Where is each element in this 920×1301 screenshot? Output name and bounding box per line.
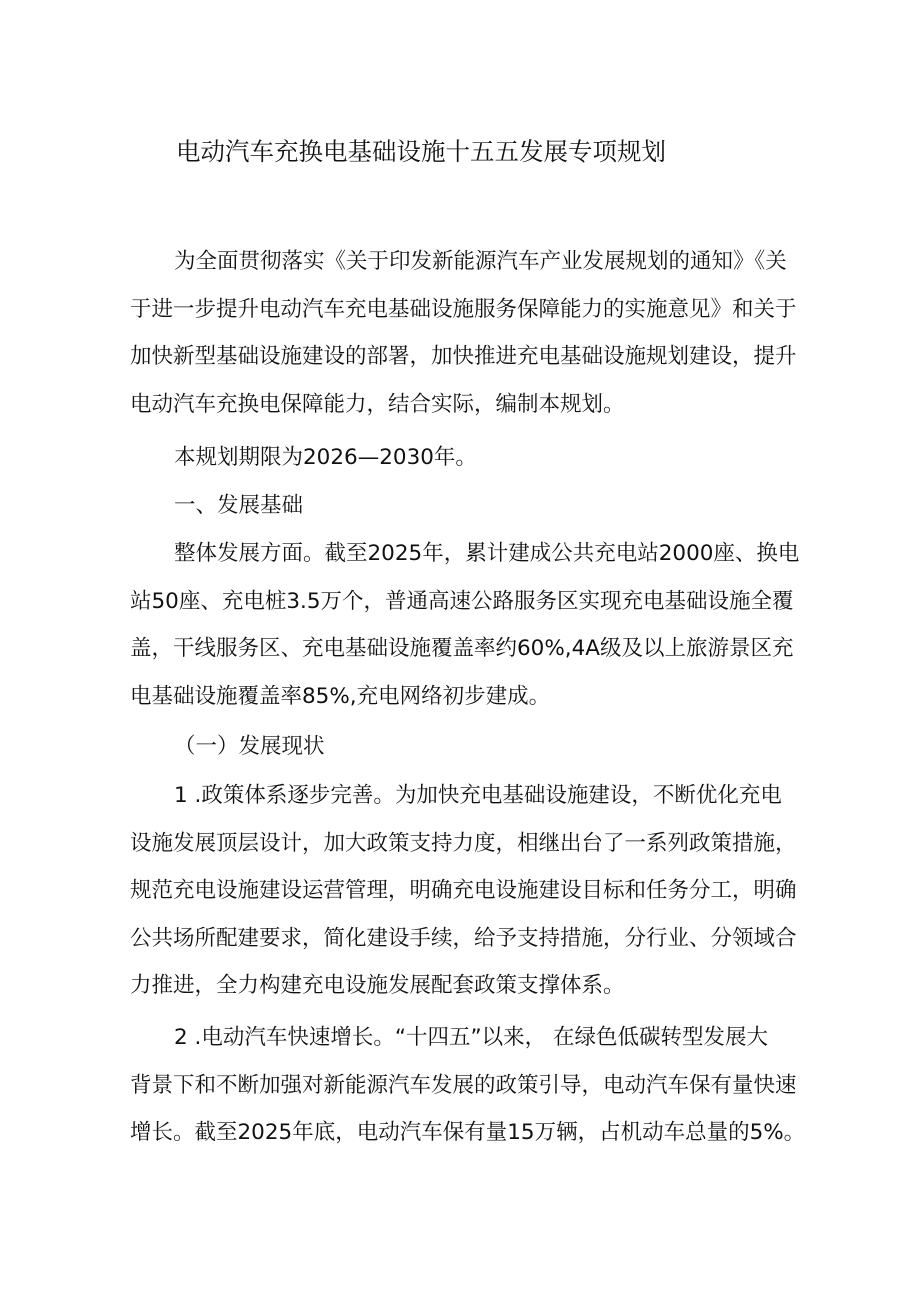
paragraph-line: 加快新型基础设施建设的部署，加快推进充电基础设施规划建设，提升 [130,344,797,370]
section-heading-text: 一、发展基础 [174,493,304,518]
paragraph-overall-development [130,530,798,720]
subsection-heading-text: （一）发展现状 [174,734,325,759]
paragraph-line: 站50座、充电桩3.5万个，普通高速公路服务区实现充电基础设施全覆 [130,588,794,614]
paragraph-line: 规范充电设施建设运营管理，明确充电设施建设目标和任务分工，明确 [130,878,797,904]
subsection-heading [130,723,325,771]
paragraph-line: 公共场所配建要求，简化建设手续，给予支持措施，分行业、分领域合 [130,925,797,951]
paragraph-line: 电动汽车充换电保障能力，结合实际，编制本规划。 [130,391,625,417]
paragraph-line: 本规划期限为2026—2030年。 [174,445,477,470]
document-title: 电动汽车充换电基础设施十五五发展专项规划 [176,137,666,166]
paragraph-intro [130,238,798,428]
paragraph-line: 设施发展顶层设计，加大政策支持力度，相继出台了一系列政策措施， [130,830,797,856]
section-heading [130,482,303,530]
paragraph-line: 整体发展方面。截至2025年，累计建成公共充电站2000座、换电 [174,541,800,566]
paragraph-line: 背景下和不断加强对新能源汽车发展的政策引导，电动汽车保有量快速 [130,1072,797,1098]
paragraph-line: 2 .电动汽车快速增长。“十四五”以来， 在绿色低碳转型发展大 [174,1025,768,1050]
paragraph-ev-growth [130,1014,806,1157]
paragraph-line: 盖，干线服务区、充电基础设施覆盖率约60%,4A级及以上旅游景区充 [130,636,794,662]
paragraph-line: 于进一步提升电动汽车充电基础设施服务保障能力的实施意见》和关于 [130,296,797,322]
paragraph-line: 1 .政策体系逐步完善。为加快充电基础设施建设，不断优化充电 [174,783,782,808]
paragraph-line: 力推进，全力构建充电设施发展配套政策支撑体系。 [130,973,625,999]
paragraph-policy-system [130,772,798,1010]
paragraph-line: 增长。截至2025年底，电动汽车保有量15万辆，占机动车总量的5%。 [130,1120,806,1146]
paragraph-line: 电基础设施覆盖率85%,充电网络初步建成。 [130,683,551,709]
paragraph-line: 为全面贯彻落实《关于印发新能源汽车产业发展规划的通知》《关 [174,249,787,274]
paragraph-period [130,434,477,482]
